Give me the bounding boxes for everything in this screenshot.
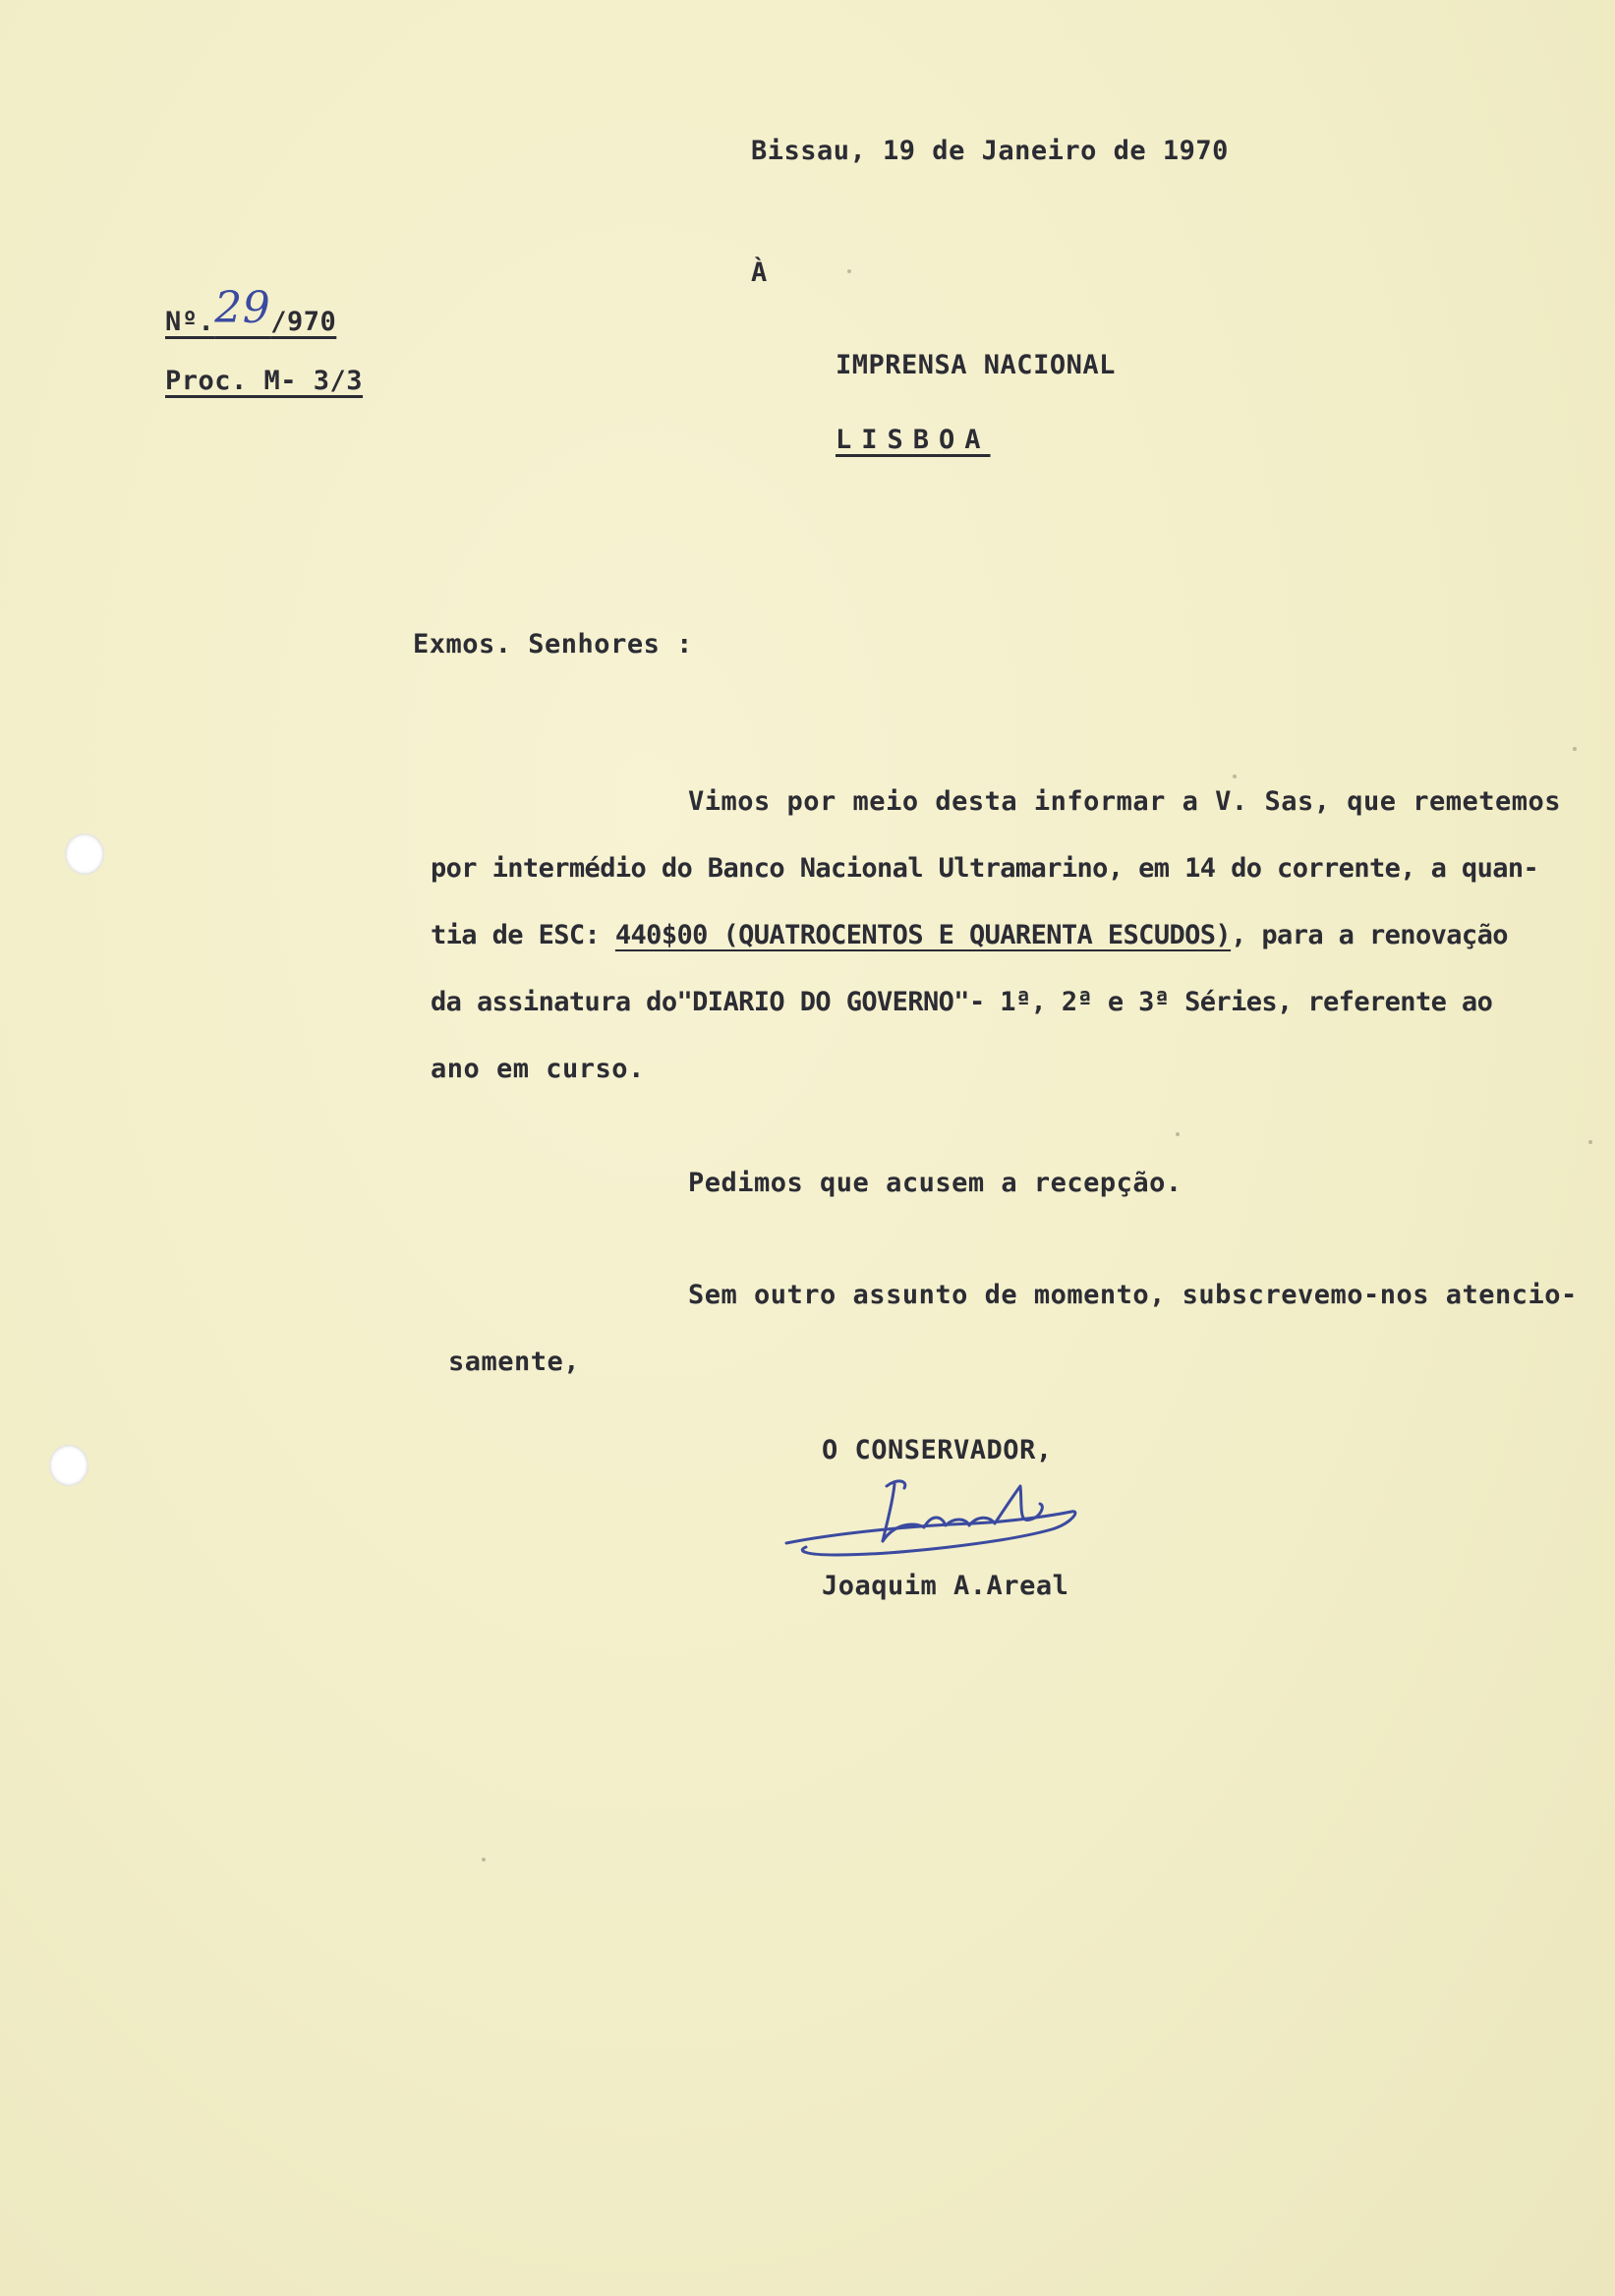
process-reference: Proc. M- 3/3: [165, 366, 364, 396]
paper-fleck: [1588, 1140, 1592, 1144]
signature-letters: [883, 1484, 1042, 1541]
paper-fleck: [1176, 1132, 1180, 1136]
paper-fleck: [847, 269, 851, 273]
signatory-name: Joaquim A.Areal: [822, 1571, 1069, 1601]
closing-title: O CONSERVADOR,: [822, 1435, 1053, 1465]
body-paragraph-1-line-4: da assinatura do"DIARIO DO GOVERNO"- 1ª, 2ª e 3ª Séries, referente ao: [431, 987, 1493, 1017]
reference-number-suffix: /970: [270, 307, 337, 337]
body-paragraph-3-line-2: samente,: [448, 1347, 581, 1377]
handwritten-number: 29: [214, 283, 271, 333]
addressee-prefix: À: [751, 258, 768, 288]
recipient-name: IMPRENSA NACIONAL: [836, 350, 1116, 380]
paper-fleck: [482, 1858, 486, 1862]
date-line: Bissau, 19 de Janeiro de 1970: [751, 136, 1229, 166]
body-paragraph-1-line-5: ano em curso.: [431, 1054, 645, 1084]
recipient-city: LISBOA: [836, 425, 991, 455]
paper-fleck: [1573, 747, 1577, 751]
salutation: Exmos. Senhores :: [413, 629, 693, 660]
handwritten-signature: [777, 1464, 1101, 1573]
amount-text: 440$00 (QUATROCENTOS E QUARENTA ESCUDOS): [614, 920, 1232, 950]
amount-lead-in: tia de ESC:: [431, 920, 615, 950]
reference-number-prefix: Nº.: [165, 307, 215, 337]
punch-hole-top: [65, 833, 104, 875]
paper-fleck: [1233, 775, 1237, 778]
amount-trail: , para a renovação: [1231, 920, 1508, 950]
body-paragraph-1-line-2: por intermédio do Banco Nacional Ultramarino, em 14 do corrente, a quan-: [431, 853, 1539, 884]
body-paragraph-3-line-1: Sem outro assunto de momento, subscrevemo-nos atencio-: [688, 1280, 1578, 1310]
body-paragraph-1-line-3: [431, 920, 1508, 950]
body-paragraph-2: Pedimos que acusem a recepção.: [688, 1168, 1182, 1198]
body-paragraph-1-line-1: Vimos por meio desta informar a V. Sas, que remetemos: [688, 786, 1562, 817]
reference-number: [165, 283, 337, 341]
punch-hole-bottom: [49, 1445, 88, 1486]
